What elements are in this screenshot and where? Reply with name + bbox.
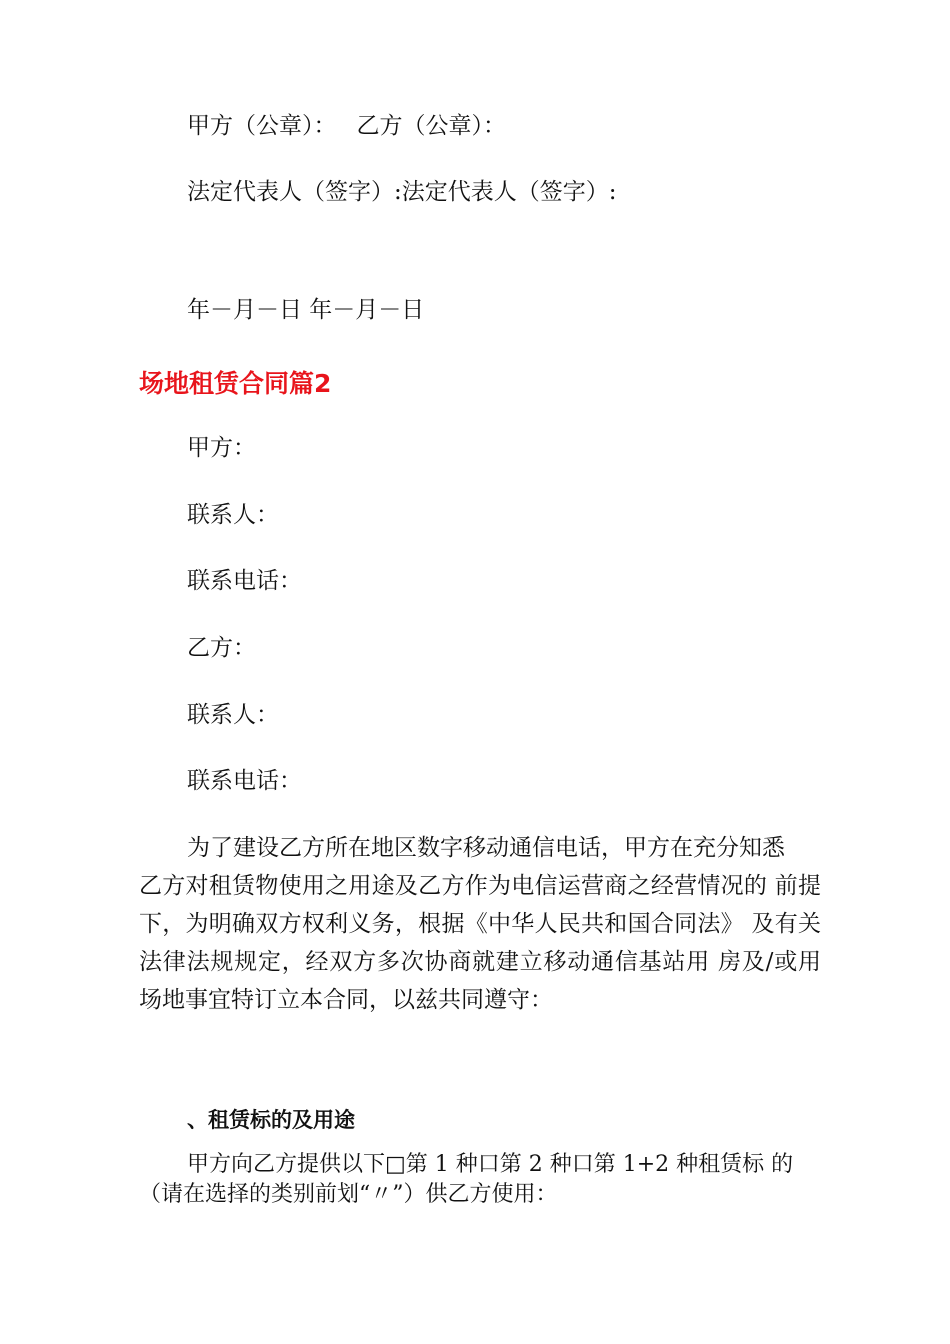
preamble-body: 乙方对租赁物使用之用途及乙方作为电信运营商之经营情况的 前提下，为明确双方权利义务，根据《中华人民共和国合同法》 及有关法律法规规定，经双方多次协商就建立移动通信基站用 房及/或用场地事宜特订立本合同，以兹共同遵守：: [139, 873, 821, 1013]
signature-date-line: 年－月－日 年－月－日: [187, 297, 425, 323]
legal-representative-line: 法定代表人（签字）:法定代表人（签字）:: [187, 179, 617, 205]
party-b-label: 乙方：: [187, 635, 256, 661]
clause-first-line: 甲方向乙方提供以下□第 1 种口第 2 种口第 1+2 种租赁标 的: [187, 1152, 794, 1177]
party-a-contact-label: 联系人：: [187, 502, 279, 528]
party-a-label: 甲方：: [187, 435, 256, 461]
party-b-seal-label: 乙方（公章）：: [356, 113, 506, 139]
section-heading: 场地租赁合同篇2: [139, 369, 332, 398]
clause-body: （请在选择的类别前划“〃”）供乙方使用：: [139, 1182, 558, 1207]
preamble-paragraph: [139, 829, 821, 1019]
clause-title: 、租赁标的及用途: [187, 1108, 355, 1132]
party-a-phone-label: 联系电话：: [187, 568, 302, 594]
signature-seal-line: [187, 112, 506, 140]
clause-paragraph: [139, 1150, 821, 1210]
preamble-first-line: 为了建设乙方所在地区数字移动通信电话，甲方在充分知悉: [187, 835, 785, 861]
party-a-seal-label: 甲方（公章）：: [187, 113, 337, 139]
party-b-contact-label: 联系人：: [187, 702, 279, 728]
party-b-phone-label: 联系电话：: [187, 768, 302, 794]
